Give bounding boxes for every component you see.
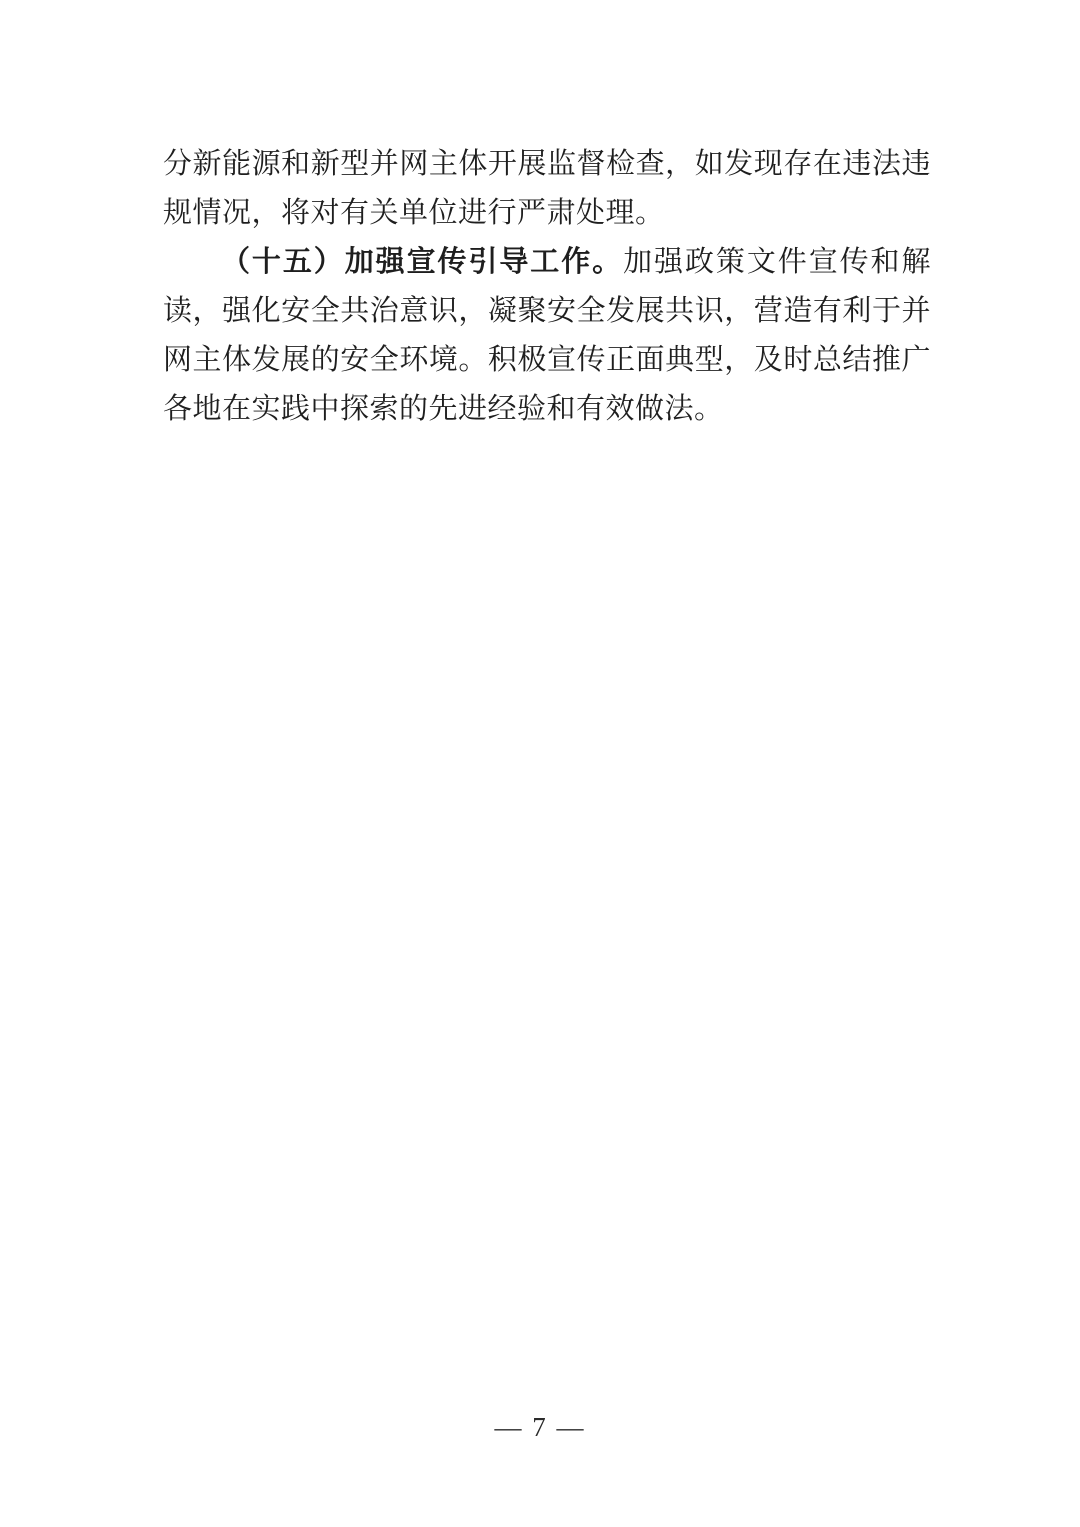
paragraph-body-text: 加强政策文件宣传和解读，强化安全共治意识，凝聚安全发展共识，营造有利于并网主体发展的安全环境。积极宣传正面典型，及时总结推广各地在实践中探索的先进经验和有效做法。 [163, 246, 931, 425]
page-footer [0, 1412, 1080, 1443]
paragraph-continuation: 分新能源和新型并网主体开展监督检查，如发现存在违法违规情况，将对有关单位进行严肃处理。 [163, 148, 931, 229]
page-number: — 7 — [494, 1412, 586, 1442]
body-text [163, 140, 931, 434]
paragraph-item-15 [163, 238, 931, 434]
paragraph-lead-heading: （十五）加强宣传引导工作。 [221, 246, 624, 278]
